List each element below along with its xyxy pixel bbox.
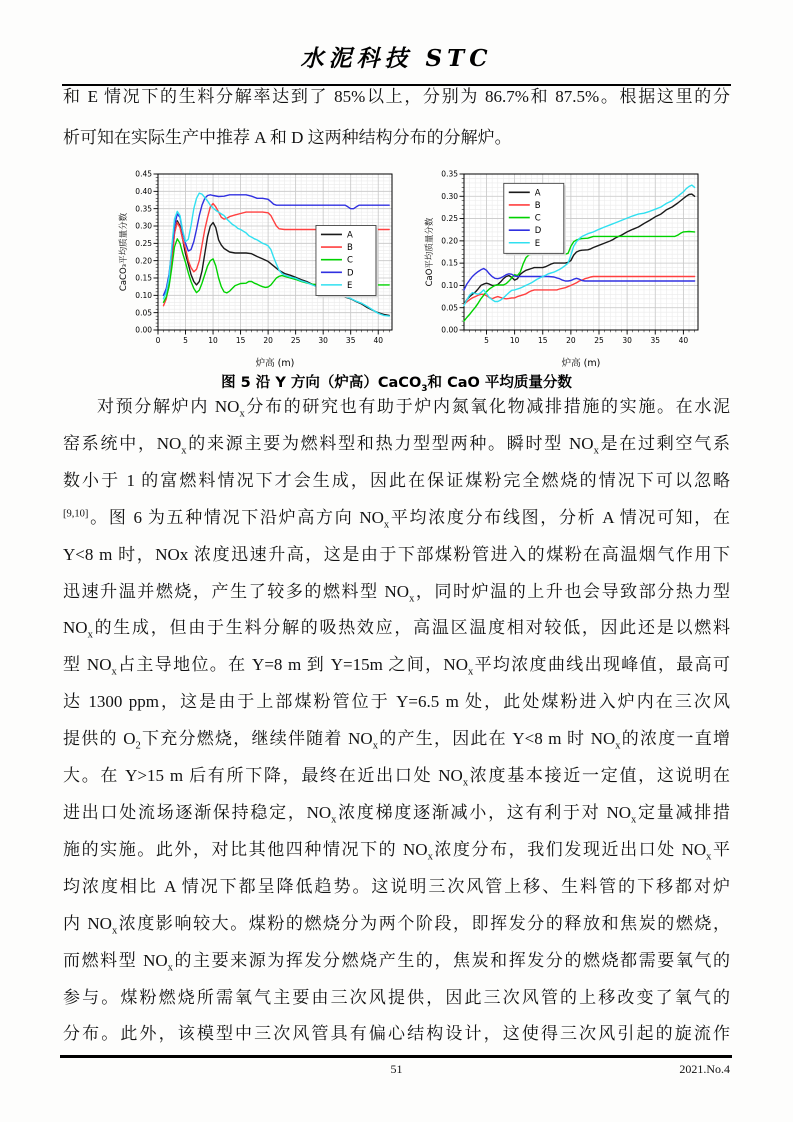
x-axis-label: 炉高 (m) xyxy=(255,358,295,369)
svg-text:15: 15 xyxy=(235,336,246,345)
body-line: 窑系统中，$NO_x$的来源主要为燃料型和热力型型两种。瞬时型 $NO_x$是在过剩空气系 xyxy=(63,433,730,457)
cao-line-chart xyxy=(422,167,704,371)
svg-text:10: 10 xyxy=(509,336,520,345)
svg-text:20: 20 xyxy=(566,336,576,345)
svg-text:0: 0 xyxy=(155,336,161,345)
svg-text:30: 30 xyxy=(318,336,328,345)
svg-text:0.35: 0.35 xyxy=(441,169,458,179)
body-line: 大。在 Y>15 m 后有所下降，最终在近出口处 $NO_x$浓度基本接近一定值，这说明在 xyxy=(63,766,731,789)
svg-text:15: 15 xyxy=(537,336,548,345)
svg-text:40: 40 xyxy=(678,336,689,345)
y-axis-label: CaCO₃平均质量分数 xyxy=(119,212,129,292)
svg-text:5: 5 xyxy=(484,336,489,345)
legend-label: C xyxy=(534,213,541,224)
svg-text:0.05: 0.05 xyxy=(441,303,458,313)
body-line: 而燃料型 $NO_x$的主要来源为挥发分燃烧产生的，焦炭和挥发分的燃烧都需要氧气的 xyxy=(63,950,730,973)
body-line: 内 $NO_x$浓度影响较大。煤粉的燃烧分为两个阶段，即挥发分的释放和焦炭的燃烧， xyxy=(63,913,731,937)
svg-text:40: 40 xyxy=(373,336,384,345)
body-line: 分布。此外，该模型中三次风管具有偏心结构设计，这使得三次风引起的旋流作 xyxy=(63,1024,730,1044)
intro-line: 和 E 情况下的生料分解率达到了 85%以上，分别为 86.7%和 87.5%。根据这里的分 xyxy=(63,87,730,106)
body-line: 施的实施。此外，对比其他四种情况下的 $NO_x$浓度分布，我们发现近出口处 $NO_x$平 xyxy=(63,839,730,863)
svg-text:30: 30 xyxy=(622,336,632,345)
body-line: 均浓度相比 A 情况下都呈降低趋势。这说明三次风管上移、生料管的下移都对炉 xyxy=(63,876,730,896)
svg-text:0.10: 0.10 xyxy=(441,281,458,291)
svg-text:0.00: 0.00 xyxy=(441,325,458,335)
svg-text:0.20: 0.20 xyxy=(441,236,458,246)
svg-text:0.15: 0.15 xyxy=(441,258,458,268)
intro-line: 析可知在实际生产中推荐 A 和 D 这两种结构分布的分解炉。 xyxy=(63,128,512,147)
svg-text:20: 20 xyxy=(263,336,273,345)
svg-text:0.30: 0.30 xyxy=(135,221,152,231)
body-line: 迅速升温并燃烧，产生了较多的燃料型 $NO_x$，同时炉温的上升也会导致部分热力型 xyxy=(63,581,731,604)
body-line: Y<8 m 时，NOx 浓度迅速升高，这是由于下部煤粉管进入的煤粉在高温烟气作用下 xyxy=(63,544,730,564)
svg-text:0.20: 0.20 xyxy=(135,256,152,266)
intro-paragraph xyxy=(63,76,730,158)
svg-text:0.10: 0.10 xyxy=(135,290,152,300)
svg-text:25: 25 xyxy=(290,336,301,345)
svg-text:0.35: 0.35 xyxy=(135,204,152,214)
legend-label: E xyxy=(534,238,541,249)
legend-label: C xyxy=(346,255,353,266)
legend-label: B xyxy=(346,243,353,254)
caco3-line-chart xyxy=(116,167,398,376)
body-paragraph xyxy=(63,389,730,1053)
x-axis-label: 炉高 (m) xyxy=(561,358,601,369)
svg-text:0.30: 0.30 xyxy=(441,191,458,201)
figure-caption: 图 5 沿 Y 方向（炉高）CaCO$_3$和 CaO 平均质量分数 xyxy=(221,375,572,394)
y-axis-label: CaO平均质量分数 xyxy=(425,217,435,287)
svg-text:0.15: 0.15 xyxy=(135,273,152,283)
body-line: 进出口处流场逐渐保持稳定，$NO_x$浓度梯度逐渐减小，这有利于对 $NO_x$定量减排措 xyxy=(63,802,731,826)
svg-text:0.00: 0.00 xyxy=(135,325,152,335)
svg-text:25: 25 xyxy=(594,336,604,345)
body-line: 数小于 1 的富燃料情况下才会生成，因此在保证煤粉完全燃烧的情况下可以忽略 xyxy=(63,470,730,490)
legend-label: D xyxy=(346,268,354,279)
svg-text:0.25: 0.25 xyxy=(441,214,458,224)
journal-title: 水泥科技 STC xyxy=(300,45,493,72)
svg-text:0.05: 0.05 xyxy=(135,308,152,318)
legend-label: E xyxy=(346,280,353,291)
legend-label: D xyxy=(534,226,542,237)
svg-text:5: 5 xyxy=(183,336,188,345)
svg-text:0.25: 0.25 xyxy=(135,238,152,248)
issue-label: 2021.No.4 xyxy=(679,1062,730,1076)
legend-label: B xyxy=(534,200,541,211)
body-line: 对预分解炉内 $NO_x$分布的研究也有助于炉内氮氧化物减排措施的实施。在水泥 xyxy=(97,397,731,420)
footer-rule xyxy=(60,1055,732,1058)
page-number: 51 xyxy=(390,1062,403,1076)
legend-label: A xyxy=(346,230,353,241)
body-line: $NO_x$的生成，但由于生料分解的吸热效应，高温区温度相对较低，因此还是以燃料 xyxy=(63,618,730,641)
svg-text:10: 10 xyxy=(208,336,218,345)
svg-text:35: 35 xyxy=(345,336,356,345)
svg-text:0.45: 0.45 xyxy=(135,169,152,179)
cao-line-chart xyxy=(422,167,704,376)
body-line: 型 $NO_x$占主导地位。在 Y=8 m 到 Y=15m 之间，$NO_x$平均浓度曲线出现峰值，最高可 xyxy=(63,655,730,678)
body-line: 参与。煤粉燃烧所需氧气主要由三次风提供，因此三次风管的上移改变了氧气的 xyxy=(63,987,730,1007)
caco3-line-chart xyxy=(116,167,398,371)
svg-text:0.40: 0.40 xyxy=(135,186,152,196)
body-line: 提供的 $O_2$下充分燃烧，继续伴随着 $NO_x$的产生，因此在 Y<8 m 时 $NO_x$的浓度一直增 xyxy=(63,729,730,752)
body-line: 达 1300 ppm，这是由于上部煤粉管位于 Y=6.5 m 处，此处煤粉进入炉内在三次风 xyxy=(63,692,730,712)
legend-label: A xyxy=(534,188,541,199)
body-line: [9,10]。图 6 为五种情况下沿炉高方向 $NO_x$平均浓度分布线图，分析 A 情况可知，在 xyxy=(63,507,730,531)
svg-text:35: 35 xyxy=(650,336,661,345)
